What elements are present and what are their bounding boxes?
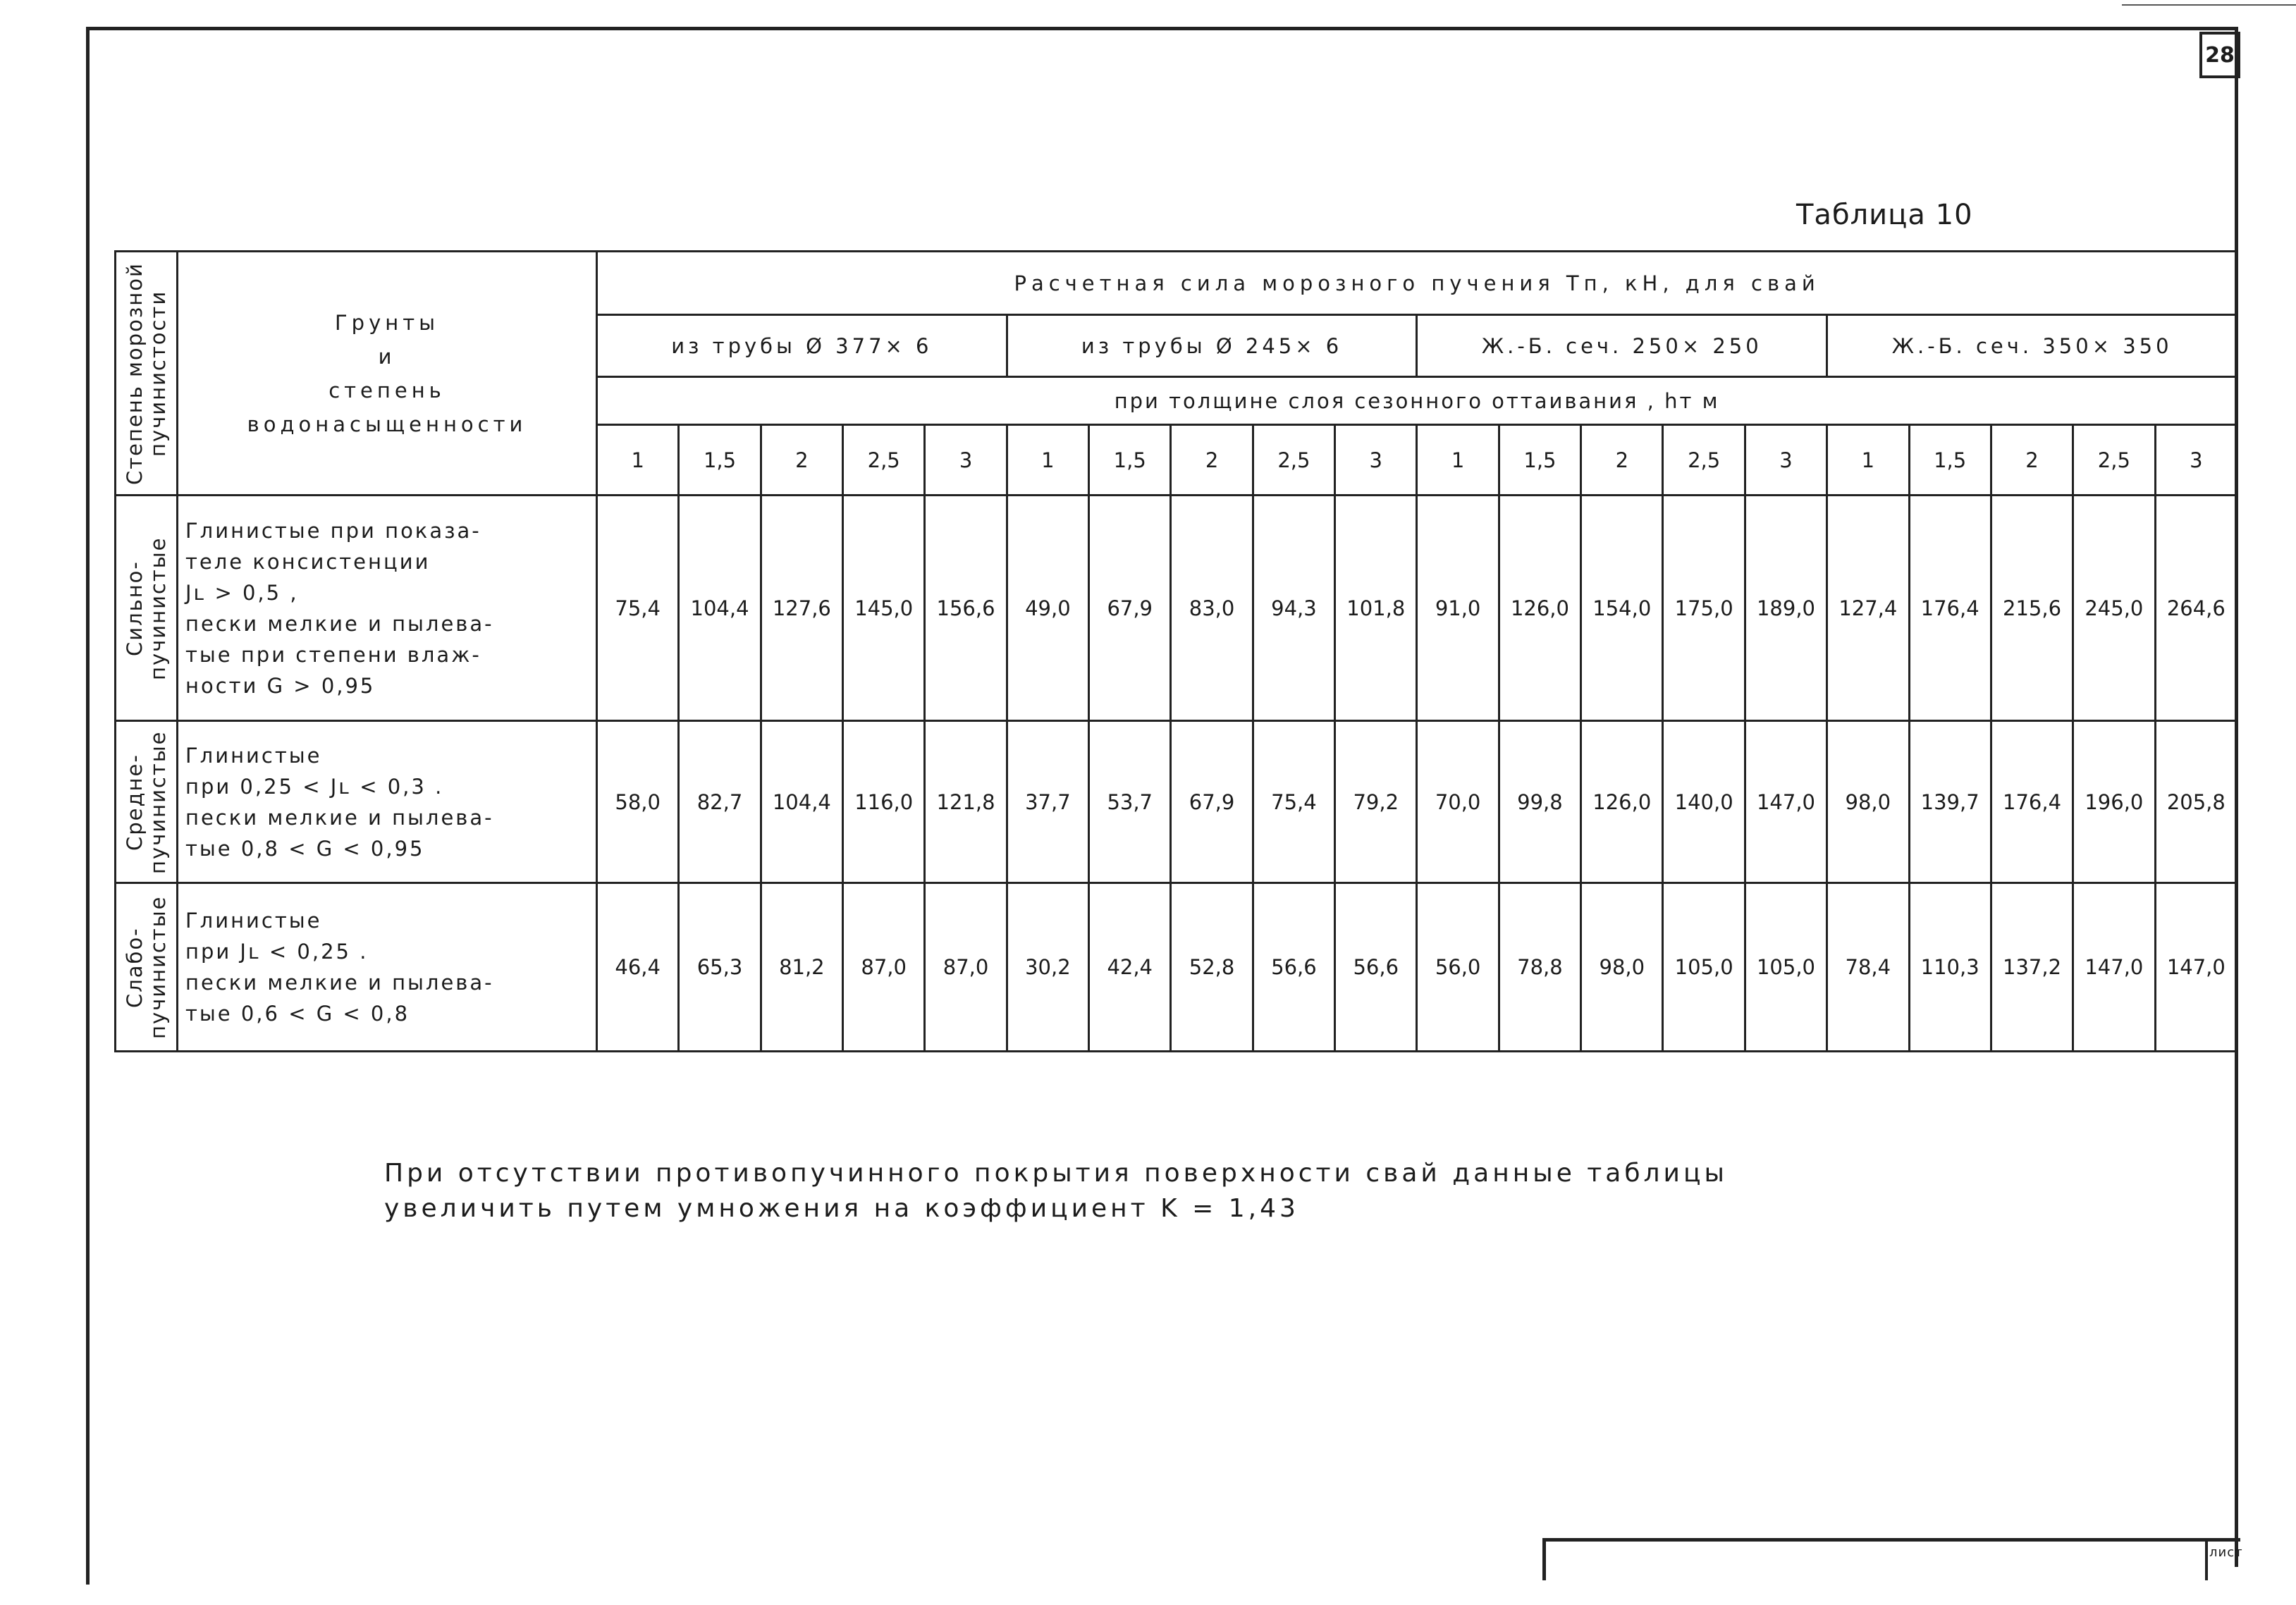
value-cell: 245,0: [2073, 496, 2155, 721]
table-note: [384, 1156, 1728, 1226]
thickness-header: 1: [1007, 425, 1088, 496]
sheet-edge-line: [2122, 4, 2296, 6]
table-title: Таблица 10: [1796, 199, 1973, 231]
thickness-header: 1: [1417, 425, 1499, 496]
frost-degree-header: [116, 252, 178, 496]
value-cell: 87,0: [843, 883, 925, 1052]
value-cell: 189,0: [1745, 496, 1827, 721]
value-cell: 121,8: [925, 721, 1007, 883]
value-cell: 49,0: [1007, 496, 1088, 721]
sheet-number-value: 28: [2205, 42, 2235, 68]
soil-header-line: и: [378, 344, 396, 369]
value-cell: 140,0: [1663, 721, 1745, 883]
value-cell: 196,0: [2073, 721, 2155, 883]
sheet-number: [2199, 32, 2240, 78]
thickness-header: 1,5: [1499, 425, 1580, 496]
thickness-header: 2: [1581, 425, 1663, 496]
frame-top-border: [86, 27, 2237, 30]
frost-degree-label: Слабо-пучинистые: [122, 895, 170, 1039]
sheet-label: лист: [2209, 1545, 2243, 1560]
value-cell: 264,6: [2155, 496, 2237, 721]
value-cell: 104,4: [761, 721, 842, 883]
soil-description: [178, 496, 597, 721]
value-cell: 75,4: [597, 496, 679, 721]
value-cell: 30,2: [1007, 883, 1088, 1052]
soil-description: [178, 883, 597, 1052]
soil-line: пески мелкие и пылева-: [185, 611, 494, 636]
thickness-header: 1,5: [1089, 425, 1171, 496]
note-line: увеличить путем умножения на коэффициент K = 1,43: [384, 1194, 1299, 1223]
thickness-header: 3: [1335, 425, 1417, 496]
soil-header-line: степень: [329, 378, 446, 402]
value-cell: 101,8: [1335, 496, 1417, 721]
thickness-header: 1: [1827, 425, 1909, 496]
header-row-main: [116, 252, 2237, 315]
soil-line: Jʟ > 0,5 ,: [185, 580, 299, 605]
frost-degree-cell: [116, 883, 178, 1052]
value-cell: 175,0: [1663, 496, 1745, 721]
value-cell: 75,4: [1253, 721, 1334, 883]
table-row: [116, 721, 2237, 883]
soil-line: тые 0,8 < G < 0,95: [185, 836, 425, 861]
value-cell: 205,8: [2155, 721, 2237, 883]
soil-line: тые 0,6 < G < 0,8: [185, 1002, 410, 1026]
soil-line: Глинистые: [185, 909, 322, 933]
value-cell: 176,4: [1991, 721, 2073, 883]
value-cell: 87,0: [925, 883, 1007, 1052]
title-block-divider: [2205, 1538, 2208, 1580]
frost-degree-label: Средне-пучинистые: [122, 730, 170, 874]
frost-heave-table: [114, 250, 2238, 1052]
thickness-header: 2,5: [1663, 425, 1745, 496]
soil-line: ности G > 0,95: [185, 673, 376, 698]
value-cell: 116,0: [843, 721, 925, 883]
pile-type-header: из трубы Ø 377× 6: [597, 315, 1007, 377]
thickness-header: 2: [761, 425, 842, 496]
frost-degree-cell: [116, 721, 178, 883]
value-cell: 94,3: [1253, 496, 1334, 721]
value-cell: 56,6: [1335, 883, 1417, 1052]
pile-type-header: из трубы Ø 245× 6: [1007, 315, 1417, 377]
soil-column-header: [178, 252, 597, 496]
value-cell: 78,4: [1827, 883, 1909, 1052]
value-cell: 65,3: [679, 883, 761, 1052]
value-cell: 126,0: [1499, 496, 1580, 721]
value-cell: 145,0: [843, 496, 925, 721]
table-row: [116, 496, 2237, 721]
thickness-header: 3: [1745, 425, 1827, 496]
value-cell: 98,0: [1827, 721, 1909, 883]
thickness-header: 1,5: [679, 425, 761, 496]
thickness-header: 3: [925, 425, 1007, 496]
value-cell: 82,7: [679, 721, 761, 883]
value-cell: 46,4: [597, 883, 679, 1052]
value-cell: 126,0: [1581, 721, 1663, 883]
value-cell: 70,0: [1417, 721, 1499, 883]
value-cell: 42,4: [1089, 883, 1171, 1052]
thickness-header: 1: [597, 425, 679, 496]
value-cell: 67,9: [1171, 721, 1253, 883]
value-cell: 99,8: [1499, 721, 1580, 883]
value-cell: 56,0: [1417, 883, 1499, 1052]
thickness-header: 2: [1991, 425, 2073, 496]
title-block-left: [1542, 1538, 1546, 1580]
value-cell: 53,7: [1089, 721, 1171, 883]
value-cell: 79,2: [1335, 721, 1417, 883]
soil-header-line: водонасыщенности: [247, 412, 527, 436]
value-cell: 139,7: [1909, 721, 1991, 883]
thickness-header: 2,5: [843, 425, 925, 496]
thickness-header: 2,5: [2073, 425, 2155, 496]
thickness-header: 2,5: [1253, 425, 1334, 496]
value-cell: 147,0: [1745, 721, 1827, 883]
frost-degree-label: Сильно-пучинистые: [122, 536, 170, 680]
soil-line: тые при степени влаж-: [185, 642, 481, 667]
value-cell: 215,6: [1991, 496, 2073, 721]
value-cell: 176,4: [1909, 496, 1991, 721]
frost-degree-header-text: Степень морозной пучинистости: [122, 262, 170, 485]
pile-type-header: Ж.-Б. сеч. 350× 350: [1827, 315, 2237, 377]
pile-type-header: Ж.-Б. сеч. 250× 250: [1417, 315, 1827, 377]
value-cell: 58,0: [597, 721, 679, 883]
table-row: [116, 883, 2237, 1052]
value-cell: 78,8: [1499, 883, 1580, 1052]
soil-header-line: Грунты: [334, 310, 439, 335]
main-header: Расчетная сила морозного пучения Tп, кН, для свай: [597, 252, 2237, 315]
soil-description: [178, 721, 597, 883]
soil-line: при 0,25 < Jʟ < 0,3 .: [185, 774, 444, 799]
value-cell: 67,9: [1089, 496, 1171, 721]
soil-line: при Jʟ < 0,25 .: [185, 940, 369, 964]
value-cell: 37,7: [1007, 721, 1088, 883]
value-cell: 105,0: [1663, 883, 1745, 1052]
note-line: При отсутствии противопучинного покрытия поверхности свай данные таблицы: [384, 1159, 1728, 1188]
value-cell: 83,0: [1171, 496, 1253, 721]
soil-line: пески мелкие и пылева-: [185, 805, 494, 830]
frost-degree-cell: [116, 496, 178, 721]
value-cell: 127,6: [761, 496, 842, 721]
value-cell: 98,0: [1581, 883, 1663, 1052]
value-cell: 81,2: [761, 883, 842, 1052]
soil-line: Глинистые: [185, 743, 322, 768]
soil-line: теле консистенции: [185, 549, 431, 574]
value-cell: 154,0: [1581, 496, 1663, 721]
value-cell: 56,6: [1253, 883, 1334, 1052]
title-block-top: [1542, 1538, 2240, 1542]
soil-line: пески мелкие и пылева-: [185, 971, 494, 995]
value-cell: 110,3: [1909, 883, 1991, 1052]
value-cell: 52,8: [1171, 883, 1253, 1052]
value-cell: 104,4: [679, 496, 761, 721]
thaw-layer-header: при толщине слоя сезонного оттаивания , hт м: [597, 377, 2237, 425]
thickness-header: 2: [1171, 425, 1253, 496]
value-cell: 91,0: [1417, 496, 1499, 721]
value-cell: 105,0: [1745, 883, 1827, 1052]
thickness-header: 1,5: [1909, 425, 1991, 496]
value-cell: 147,0: [2073, 883, 2155, 1052]
frame-left-border: [86, 27, 90, 1585]
soil-line: Глинистые при показа-: [185, 518, 481, 543]
value-cell: 147,0: [2155, 883, 2237, 1052]
value-cell: 156,6: [925, 496, 1007, 721]
value-cell: 137,2: [1991, 883, 2073, 1052]
thickness-header: 3: [2155, 425, 2237, 496]
value-cell: 127,4: [1827, 496, 1909, 721]
